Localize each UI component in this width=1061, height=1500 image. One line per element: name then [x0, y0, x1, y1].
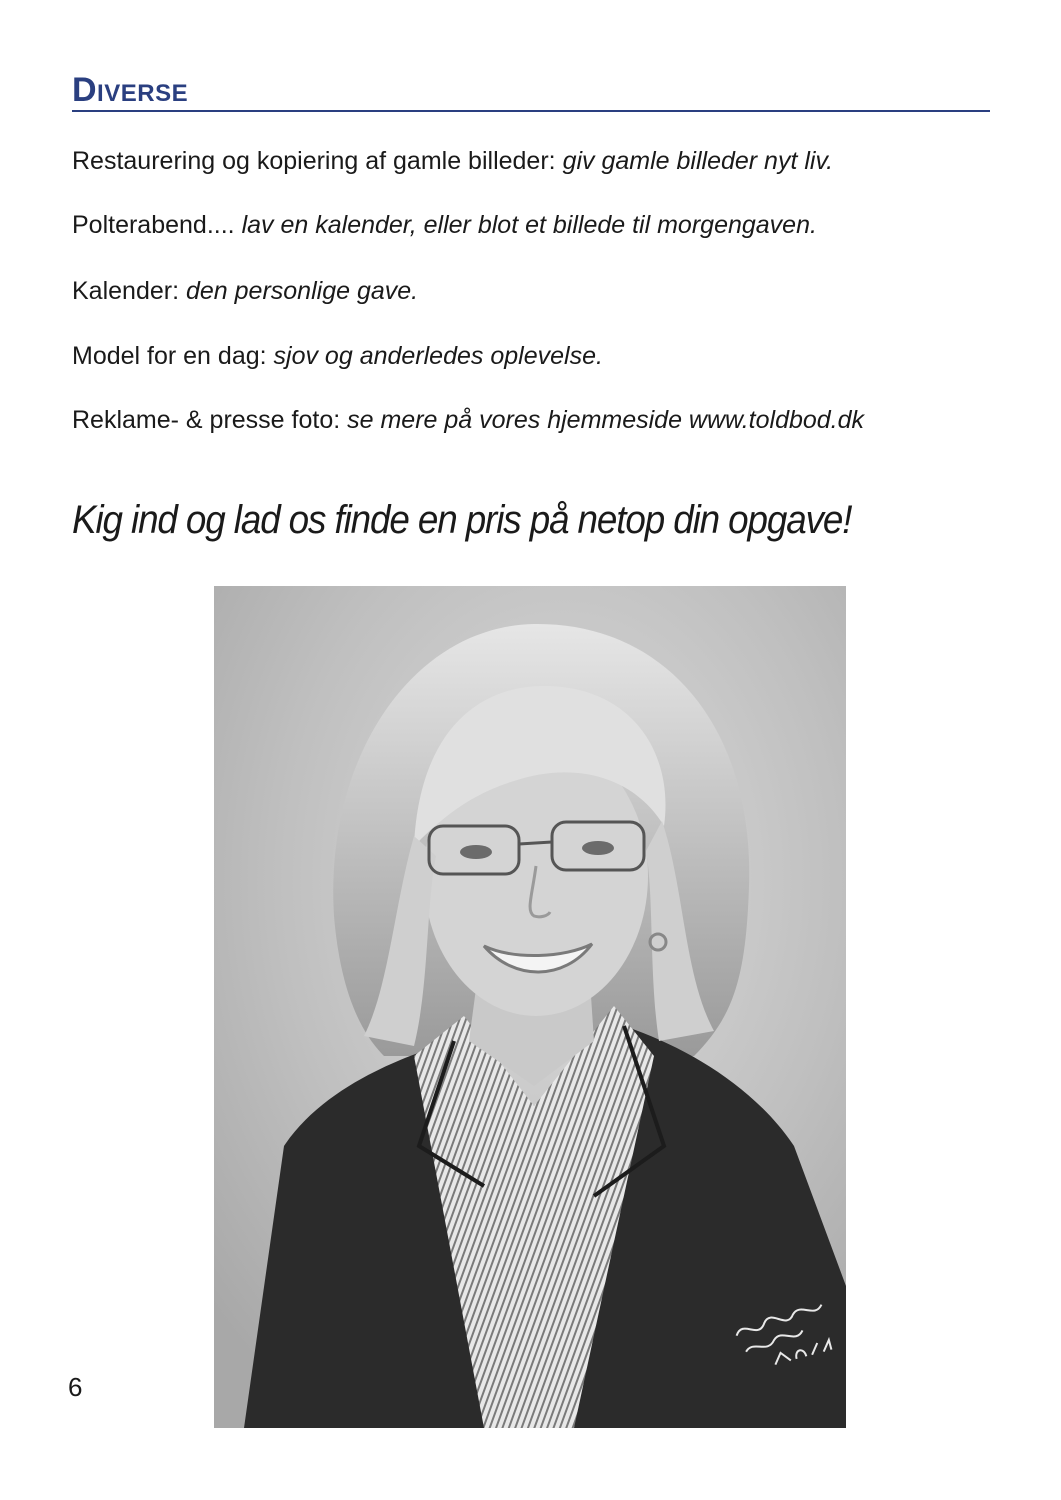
item-label: Reklame- & presse foto:	[72, 406, 341, 434]
tagline: Kig ind og lad os finde en pris på netop din opgave!	[72, 498, 852, 542]
item-label: Polterabend....	[72, 211, 235, 239]
list-item	[72, 146, 833, 176]
item-description: sjov og anderledes oplevelse.	[273, 342, 603, 370]
item-description: den personlige gave.	[185, 277, 419, 305]
portrait-photo	[214, 586, 846, 1428]
item-label: Kalender:	[72, 277, 180, 305]
section-title: Diverse	[72, 71, 189, 109]
item-description: giv gamle billeder nyt liv.	[562, 147, 834, 175]
section-heading	[72, 64, 990, 112]
list-item	[72, 341, 603, 371]
item-description: lav en kalender, eller blot et billede til morgengaven.	[241, 211, 817, 239]
item-label: Restaurering og kopiering af gamle billeder:	[72, 147, 556, 175]
item-description: se mere på vores hjemmeside www.toldbod.dk	[347, 406, 865, 434]
page-number: 6	[68, 1372, 83, 1402]
list-item	[72, 210, 817, 240]
list-item	[72, 405, 864, 435]
list-item	[72, 276, 418, 306]
item-label: Model for en dag:	[72, 342, 267, 370]
portrait-illustration	[214, 586, 846, 1428]
